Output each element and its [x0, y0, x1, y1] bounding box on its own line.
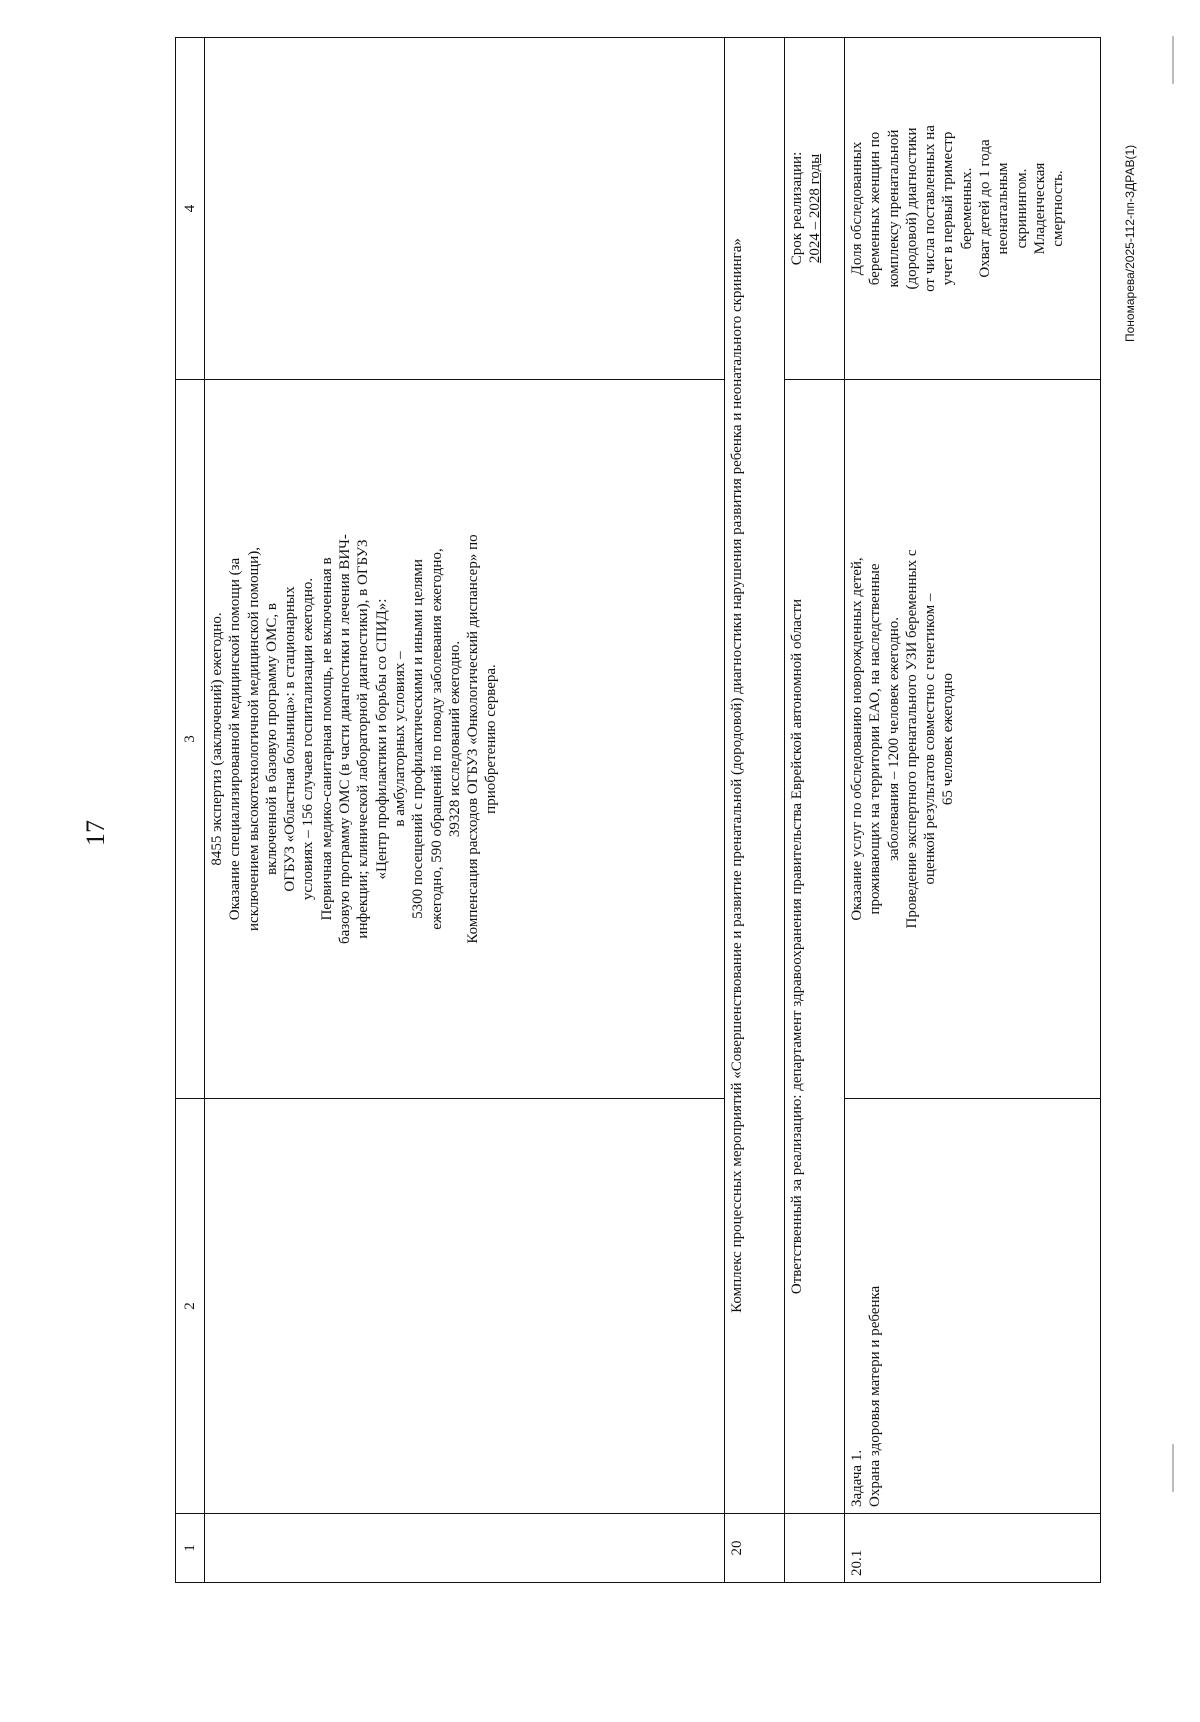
result-line: 39328 исследований ежегодно.	[446, 640, 463, 838]
implementation-period	[785, 38, 845, 380]
task-title: Охрана здоровья матери и ребенка	[867, 1285, 884, 1507]
measures-table	[175, 37, 1101, 1583]
header-col-1: 1	[176, 1514, 205, 1583]
result-line: 65 человек ежегодно	[940, 672, 957, 806]
result-line: Оказание услуг по обследованию новорожденных детей,	[849, 557, 865, 921]
row-number: 20.1	[845, 1514, 1101, 1583]
indicator-line: смертность.	[1050, 170, 1067, 247]
header-col-3: 3	[176, 380, 205, 1099]
header-col-2: 2	[176, 1099, 205, 1514]
result-line: инфекции; клинической лабораторной диагностики), в ОГБУЗ	[355, 539, 372, 939]
result-line: Первичная медико-санитарная помощь, не включенная в	[318, 557, 335, 921]
indicator-line: Младенческая	[1031, 162, 1048, 255]
period-label: Срок реализации:	[789, 151, 805, 266]
result-line: ежегодно, 590 обращений по поводу заболевания ежегодно,	[428, 548, 445, 930]
indicator-line: Охват детей до 1 года	[977, 139, 994, 278]
result-line: исключением высокотехнологичной медицинской помощи),	[245, 547, 262, 931]
empty-cell	[205, 1099, 725, 1514]
empty-cell	[205, 1514, 725, 1583]
scan-margin-mark	[1172, 36, 1174, 84]
task-results-cell	[845, 380, 1101, 1099]
result-line: 8455 экспертиз (заключений) ежегодно.	[209, 612, 225, 866]
indicator-line: комплексу пренатальной	[885, 129, 902, 288]
result-line: Проведение экспертного пренатального УЗИ беременных с	[903, 549, 920, 929]
table-row-20	[725, 38, 785, 1583]
page-number: 17	[81, 820, 110, 846]
result-line: условиях – 156 случаев госпитализации ежегодно.	[300, 577, 317, 901]
result-line: включенной в базовую программу ОМС, в	[263, 603, 280, 875]
result-line: оценкой результатов совместно с генетиком –	[922, 593, 939, 885]
indicator-line: учет в первый триместр	[940, 131, 957, 286]
indicator-line: беременных женщин по	[867, 131, 884, 286]
header-row	[176, 38, 205, 1583]
indicator-line: от числа поставленных на	[922, 125, 939, 292]
task-cell	[845, 1099, 1101, 1514]
result-line: заболевания – 1200 человек ежегодно.	[885, 616, 902, 862]
result-line: «Центр профилактики и борьбы со СПИД»:	[373, 598, 390, 880]
table-row-20-1	[845, 38, 1101, 1583]
rotated-table-container	[175, 90, 1101, 1583]
result-line: ОГБУЗ «Областная больница»: в стационарных	[282, 586, 299, 892]
indicator-line: скринингом.	[1013, 168, 1030, 249]
indicator-line: беременных.	[958, 167, 975, 250]
result-line: базовую программу ОМС (в части диагностики и лечения ВИЧ-	[337, 534, 354, 944]
empty-cell	[785, 1514, 845, 1583]
period-years: 2024 – 2028 годы	[807, 153, 824, 264]
result-line: Компенсация расходов ОГБУЗ «Онкологический диспансер» по	[465, 534, 482, 944]
indicator-line: (дородовой) диагностики	[903, 127, 920, 290]
indicator-line: неонатальным	[995, 162, 1012, 255]
continuation-results-cell	[205, 380, 725, 1099]
result-line: 5300 посещений с профилактическими и иными целями	[410, 559, 427, 919]
scan-margin-mark	[1172, 1444, 1174, 1492]
responsible-party: Ответственный за реализацию: департамент здравоохранения правительства Еврейской автономной области	[785, 380, 845, 1514]
result-line: проживающих на территории ЕАО, на наследственные	[867, 563, 884, 915]
result-line: Оказание специализированной медицинской помощи (за	[227, 557, 244, 921]
indicators-cell	[845, 38, 1101, 380]
table-row-continuation	[205, 38, 725, 1583]
empty-cell	[205, 38, 725, 380]
document-footer-code: Пономарева/2025-112-пп-ЗДРАВ(1)	[1123, 144, 1137, 342]
header-col-4: 4	[176, 38, 205, 380]
result-line: приобретению сервера.	[483, 664, 500, 814]
table-row-responsible	[785, 38, 845, 1583]
row-number: 20	[725, 1514, 785, 1583]
complex-measures-title: Комплекс процессных мероприятий «Совершенствование и развитие пренатальной (дородовой) диагностики нарушения развития ребенка и неонатального скрининга»	[725, 38, 785, 1514]
indicator-line: Доля обследованных	[849, 141, 865, 276]
task-label: Задача 1.	[849, 1449, 865, 1507]
result-line: в амбулаторных условиях –	[391, 651, 408, 827]
